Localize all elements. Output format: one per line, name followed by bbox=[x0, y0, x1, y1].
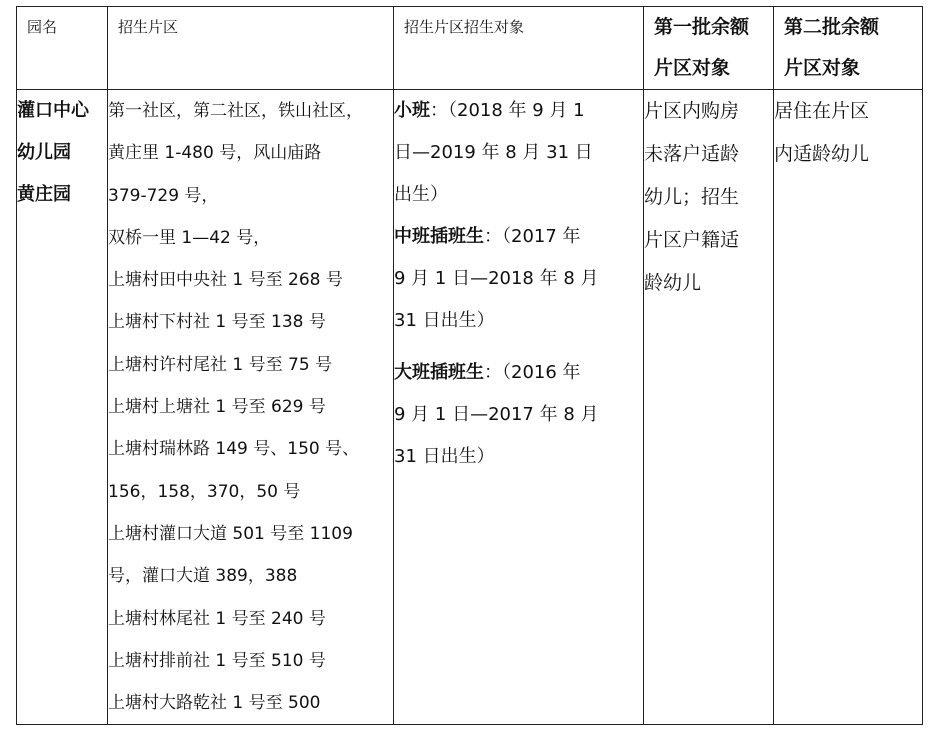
target-large-class bbox=[394, 352, 643, 478]
second-batch-line: 居住在片区 bbox=[774, 100, 870, 122]
header-first-batch-line: 片区对象 bbox=[654, 57, 731, 79]
header-second-batch-line: 第二批余额 bbox=[784, 16, 880, 38]
target-small-class bbox=[394, 90, 643, 216]
area-line: 上塘村上塘社 1 号至 629 号 bbox=[108, 397, 326, 418]
second-batch-line: 内适龄幼儿 bbox=[774, 143, 870, 165]
area-line: 上塘村灌口大道 501 号至 1109 bbox=[108, 523, 353, 544]
header-name bbox=[17, 7, 108, 90]
area-line: 上塘村排前社 1 号至 510 号 bbox=[108, 650, 326, 671]
target-label: 大班插班生 bbox=[394, 362, 484, 383]
kindergarten-name-cell bbox=[17, 90, 108, 725]
header-area-text: 招生片区 bbox=[118, 18, 179, 36]
table-header-row bbox=[17, 7, 923, 90]
target-text: ：（2018 年 9 月 1 bbox=[430, 100, 585, 121]
first-batch-line: 幼儿；招生 bbox=[644, 186, 740, 208]
target-text: ：（2017 年 bbox=[484, 226, 581, 247]
first-batch-line: 龄幼儿 bbox=[644, 272, 702, 294]
target-middle-class bbox=[394, 216, 643, 342]
area-line: 上塘村林尾社 1 号至 240 号 bbox=[108, 608, 326, 629]
header-second-batch-line: 片区对象 bbox=[784, 57, 861, 79]
first-batch-line: 未落户适龄 bbox=[644, 143, 740, 165]
area-line: 号，灌口大道 389，388 bbox=[108, 566, 298, 587]
area-line: 上塘村许村尾社 1 号至 75 号 bbox=[108, 354, 333, 375]
enrollment-table bbox=[16, 6, 923, 725]
target-text: 31 日出生） bbox=[394, 446, 495, 467]
area-line: 156，158，370，50 号 bbox=[108, 481, 301, 502]
header-name-text: 园名 bbox=[27, 18, 58, 36]
target-label: 中班插班生 bbox=[394, 226, 484, 247]
header-first-batch bbox=[644, 7, 774, 90]
kindergarten-name-line: 灌口中心 bbox=[17, 100, 89, 121]
kindergarten-name-line: 黄庄园 bbox=[17, 184, 71, 205]
kindergarten-name-line: 幼儿园 bbox=[17, 142, 71, 163]
area-line: 上塘村田中央社 1 号至 268 号 bbox=[108, 270, 343, 291]
target-label: 小班 bbox=[394, 100, 430, 121]
target-text: 9 月 1 日—2017 年 8 月 bbox=[394, 404, 599, 425]
area-line: 黄庄里 1-480 号，风山庙路 bbox=[108, 143, 322, 164]
area-line: 上塘村下村社 1 号至 138 号 bbox=[108, 312, 326, 333]
first-batch-line: 片区内购房 bbox=[644, 100, 740, 122]
second-batch-cell bbox=[774, 90, 923, 725]
area-line: 双桥一里 1—42 号， bbox=[108, 227, 271, 248]
first-batch-cell bbox=[644, 90, 774, 725]
header-area bbox=[108, 7, 394, 90]
target-text: 出生） bbox=[394, 184, 448, 205]
header-second-batch bbox=[774, 7, 923, 90]
header-first-batch-line: 第一批余额 bbox=[654, 16, 750, 38]
area-line: 379-729 号， bbox=[108, 185, 219, 206]
area-line: 上塘村大路乾社 1 号至 500 bbox=[108, 693, 321, 714]
header-target bbox=[394, 7, 644, 90]
enrollment-area-cell bbox=[108, 90, 394, 725]
target-text: ：（2016 年 bbox=[484, 362, 581, 383]
area-line: 上塘村瑞林路 149 号、150 号、 bbox=[108, 439, 360, 460]
header-target-text: 招生片区招生对象 bbox=[404, 18, 525, 36]
target-text: 31 日出生） bbox=[394, 310, 495, 331]
first-batch-line: 片区户籍适 bbox=[644, 229, 740, 251]
table-row bbox=[17, 90, 923, 725]
target-text: 9 月 1 日—2018 年 8 月 bbox=[394, 268, 599, 289]
enrollment-target-cell bbox=[394, 90, 644, 725]
area-line: 第一社区，第二社区，铁山社区， bbox=[108, 101, 363, 121]
target-text: 日—2019 年 8 月 31 日 bbox=[394, 142, 593, 163]
